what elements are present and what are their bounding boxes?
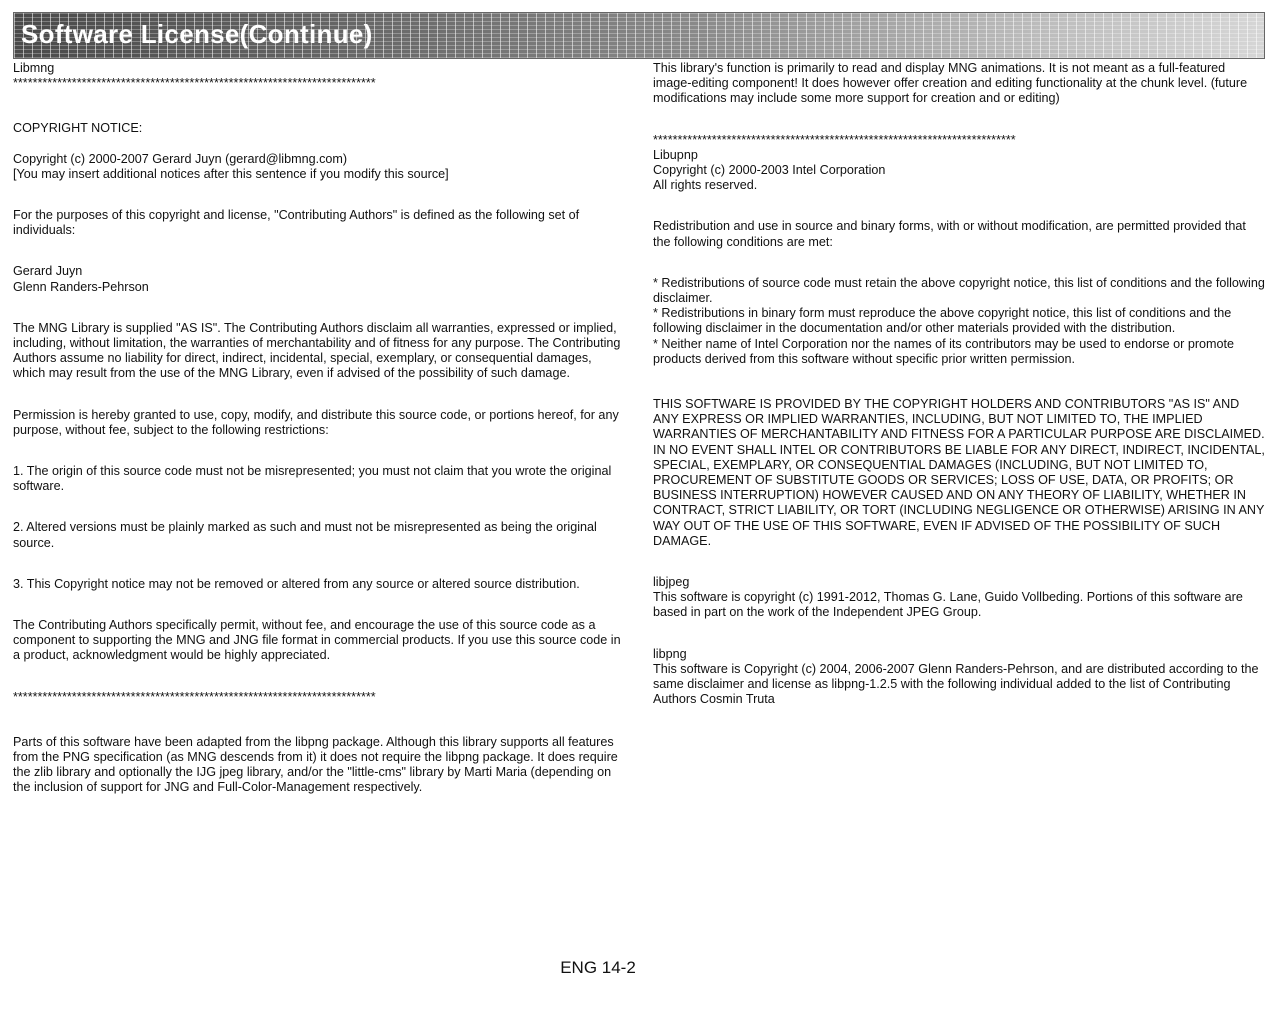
- paragraph: This library's function is primarily to read and display MNG animations. It is not meant as a full-featured image-editing component! It does however offer creation and editing functionality at the chunk level. (future modifications may include some more support for creation and or editing): [653, 61, 1248, 106]
- paragraph: 3. This Copyright notice may not be removed or altered from any source or altered source distribution.: [13, 576, 580, 591]
- paragraph: The Contributing Authors specifically permit, without fee, and encourage the use of this source code as a component to supporting the MNG and JNG file format in commercial products. If you use this source code in a product, acknowledgment would be highly appreciated.: [13, 618, 621, 663]
- paragraph: * Redistributions of source code must retain the above copyright notice, this list of conditions and the following disclaimer. * Redistributions in binary form must reproduce the above copyright notice, this list of conditions and the following disclaimer in the documentation and/or other materials provided with the distribution. * Neither name of Intel Corporation nor the names of its contributors may be used to endorse or promote products derived from this software without specific prior written permission.: [653, 275, 1265, 366]
- page-title: Software License(Continue): [21, 19, 373, 49]
- page-number: ENG 14-2: [560, 958, 636, 977]
- paragraph: Permission is hereby granted to use, copy, modify, and distribute this source code, or portions hereof, for any purpose, without fee, subject to the following restrictions:: [13, 407, 619, 437]
- paragraph: Libupnp Copyright (c) 2000-2003 Intel Corporation All rights reserved.: [653, 147, 886, 193]
- separator-line: **************************************************************************: [653, 132, 1016, 147]
- paragraph: 1. The origin of this source code must not be misrepresented; you must not claim that you wrote the original software.: [13, 464, 612, 494]
- paragraph: For the purposes of this copyright and license, "Contributing Authors" is defined as the following set of individuals:: [13, 208, 580, 238]
- right-column: [653, 61, 1265, 708]
- paragraph: Libmng: [13, 61, 55, 75]
- section-header-banner: [13, 12, 1265, 59]
- separator-line: **************************************************************************: [13, 76, 376, 91]
- paragraph: 2. Altered versions must be plainly marked as such and must not be misrepresented as being the original source.: [13, 520, 597, 550]
- paragraph: The MNG Library is supplied "AS IS". The Contributing Authors disclaim all warranties, expressed or implied, including, without limitation, the warranties of merchantability and of fitness for any purpose. The Contributing Authors assume no liability for direct, indirect, incidental, special, exemplary, or consequential damages, which may result from the use of the MNG Library, even if advised of the possibility of such damage.: [13, 320, 621, 381]
- paragraph: libpng This software is Copyright (c) 2004, 2006-2007 Glenn Randers-Pehrson, and are distributed according to the same disclaimer and license as libpng-1.2.5 with the following individual added to the list of Contributing Authors Cosmin Truta: [653, 646, 1259, 707]
- paragraph: libjpeg This software is copyright (c) 1991-2012, Thomas G. Lane, Guido Vollbeding. Portions of this software are based in part on the work of the Independent JPEG Group.: [653, 575, 1243, 620]
- separator-line: **************************************************************************: [13, 689, 376, 704]
- left-column: [13, 61, 623, 796]
- paragraph: THIS SOFTWARE IS PROVIDED BY THE COPYRIGHT HOLDERS AND CONTRIBUTORS "AS IS" AND ANY EXPRESS OR IMPLIED WARRANTIES, INCLUDING, BUT NOT LIMITED TO, THE IMPLIED WARRANTIES OF MERCHANTABILITY AND FITNESS FOR A PARTICULAR PURPOSE ARE DISCLAIMED. IN NO EVENT SHALL INTEL OR CONTRIBUTORS BE LIABLE FOR ANY DIRECT, INDIRECT, INCIDENTAL, SPECIAL, EXEMPLARY, OR CONSEQUENTIAL DAMAGES (INCLUDING, BUT NOT LIMITED TO, PROCUREMENT OF SUBSTITUTE GOODS OR SERVICES; LOSS OF USE, DATA, OR PROFITS; OR BUSINESS INTERRUPTION) HOWEVER CAUSED AND ON ANY THEORY OF LIABILITY, WHETHER IN CONTRACT, STRICT LIABILITY, OR TORT (INCLUDING NEGLIGENCE OR OTHERWISE) ARISING IN ANY WAY OUT OF THE USE OF THIS SOFTWARE, EVEN IF ADVISED OF THE POSSIBILITY OF SUCH DAMAGE.: [653, 397, 1265, 548]
- paragraph: Redistribution and use in source and binary forms, with or without modification, are permitted provided that the following conditions are met:: [653, 219, 1246, 249]
- paragraph: Parts of this software have been adapted from the libpng package. Although this library supports all features from the PNG specification (as MNG descends from it) it does not require the libpng package. It does require the zlib library and optionally the IJG jpeg library, and/or the "little-cms" library by Marti Maria (depending on the inclusion of support for JNG and Full-Color-Management respectively.: [13, 734, 618, 795]
- paragraph: COPYRIGHT NOTICE:: [13, 121, 143, 136]
- paragraph: Copyright (c) 2000-2007 Gerard Juyn (gerard@libmng.com) [You may insert additional notices after this sentence if you modify this source]: [13, 151, 449, 181]
- paragraph: Gerard Juyn Glenn Randers-Pehrson: [13, 264, 149, 294]
